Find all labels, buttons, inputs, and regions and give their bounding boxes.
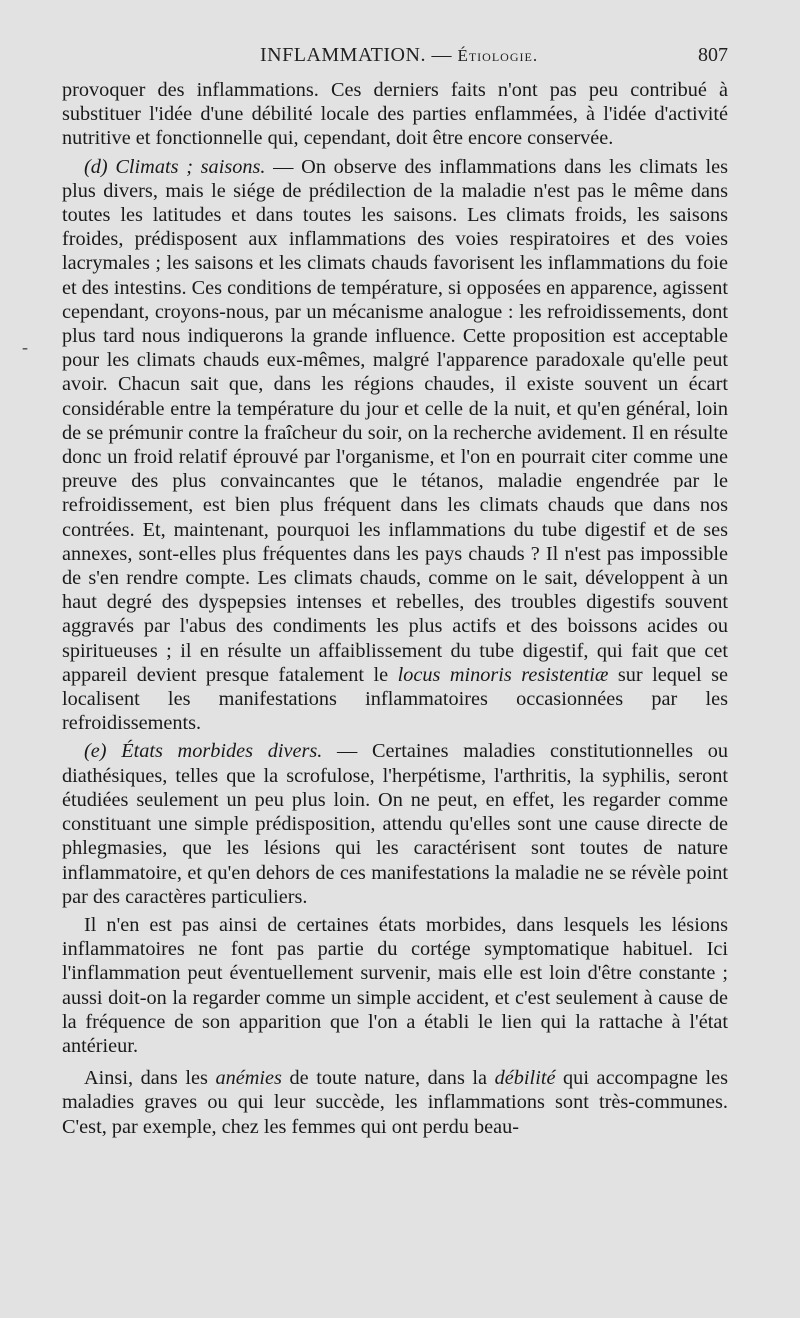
section-title-climats: Climats ; saisons. — [115, 155, 266, 178]
running-title — [260, 44, 538, 67]
running-title-section: Étiologie. — [457, 46, 539, 65]
paragraph-etats-morbides — [62, 739, 728, 908]
latin-phrase: locus minoris resistentiæ — [397, 663, 609, 686]
paragraph-climats — [62, 155, 728, 736]
text-segment: Ainsi, dans les — [84, 1067, 216, 1090]
section-label-d: (d) — [84, 155, 108, 178]
paragraph-continuation: provoquer des inflammations. Ces derniers faits n'ont pas peu contribué à substituer l'idée d'une débilité locale des parties enflammées, à l'idée d'activité nutritive et fonctionnelle qui, cependant, doit être encore conservée. — [62, 79, 728, 150]
running-header — [62, 44, 728, 70]
running-title-main: INFLAMMATION. — — [260, 44, 458, 66]
section-label-e: (e) — [84, 740, 107, 763]
paragraph-anemies — [62, 1066, 728, 1139]
italic-term-debilite: débilité — [494, 1067, 556, 1090]
paragraph-text: — Certaines maladies constitutionnelles ou diathésiques, telles que la scrofulose, l'herpétisme, l'arthritis, la syphilis, seront étudiées seulement un peu plus loin. On ne peut, en effet, les regarder comme constituant une simple prédisposition, attendu qu'elles sont une cause directe de phlegmasies, que les lésions qui les caractérisent sont toutes de nature inflammatoire, et qu'en dehors de ces manifestations la maladie ne se révèle point par des caractères particuliers. — [62, 740, 728, 908]
italic-term-anemies: anémies — [215, 1067, 282, 1090]
paragraph-accident: Il n'en est pas ainsi de certaines états morbides, dans lesquels les lésions inflammatoires ne font pas partie du cortége symptomatique habituel. Ici l'inflammation peut éventuellement survenir, mais elle est loin d'être constante ; aussi doit-on la regarder comme un simple accident, et c'est seulement à cause de la fréquence de son apparition que l'on a établi le lien qui la rattache à l'état antérieur. — [62, 913, 728, 1057]
page-number: 807 — [698, 44, 728, 66]
page-body — [62, 78, 728, 1139]
paragraph-text: — On observe des inflammations dans les climats les plus divers, mais le siége de prédilection de la maladie n'est pas le même dans toutes les latitudes et dans toutes les saisons. Les climats froids, les saisons froides, prédisposent aux inflammations des voies respiratoires et des voies lacrymales ; les saisons et les climats chauds favorisent les inflammations du foie et des intestins. Ces conditions de température, si opposées en apparence, agissent cependant, croyons-nous, par un mécanisme analogue : les refroidissements, dont plus tard nous indiquerons la grande influence. Cette proposition est acceptable pour les climats chauds eux-mêmes, malgré l'apparence paradoxale qu'elle peut avoir. Chacun sait que, dans les régions chaudes, il existe souvent un écart considérable entre la température du jour et celle de la nuit, et qu'en général, loin de se prémunir contre la fraîcheur du soir, on la recherche avidement. Il en résulte donc un froid relatif éprouvé par l'organisme, et l'on en pourrait citer comme une preuve des plus convaincantes que le tétanos, maladie engendrée par le refroidissement, est bien plus fréquent dans les climats chauds que dans nos contrées. Et, maintenant, pourquoi les inflammations du tube digestif et de ses annexes, sont-elles plus fréquentes dans les pays chauds ? Il n'est pas impossible de s'en rendre compte. Les climats chauds, comme on le sait, développent à un haut degré des dyspepsies intenses et rebelles, des troubles digestifs souvent aggravés par l'abus des condiments les plus actifs et des boissons acides ou spiritueuses ; il en résulte un affaiblissement du tube digestif, qui fait que cet appareil devient presque fatalement le — [62, 155, 729, 686]
paragraph-text-end: sur lequel se localisent les manifestations inflammatoires occasionnées par les refroidissements. — [62, 663, 728, 735]
margin-mark: - — [22, 337, 28, 357]
text-segment: qui accompagne les maladies graves ou qui leur succède, les inflammations sont très-communes. C'est, par exemple, chez les femmes qui ont perdu beau- — [62, 1067, 728, 1138]
text-segment: de toute nature, dans la — [281, 1067, 495, 1090]
section-title-etats: États morbides divers. — [121, 740, 323, 763]
